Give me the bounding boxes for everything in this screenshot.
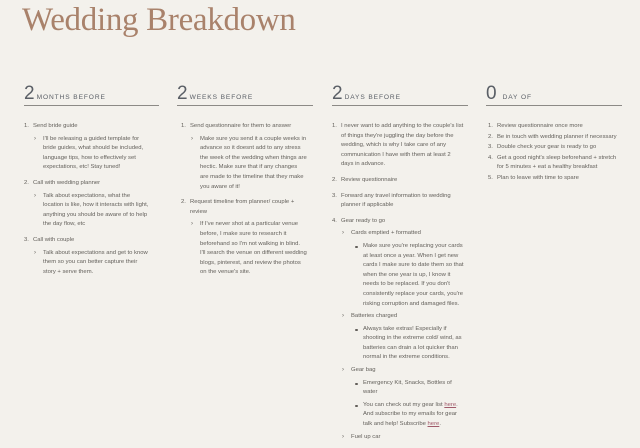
heading-number: 0 (486, 83, 497, 104)
arrow-icon: › (191, 221, 193, 228)
column-heading (24, 84, 159, 104)
bullet-item (351, 401, 464, 430)
item-number: 2. (181, 199, 186, 206)
item-text: Send bride guide (33, 123, 78, 129)
bullet-text: Make sure you're replacing your cards at least once a year. When I get new cards I make sure to date them so that when the one year is up, I know it needs to be replaced. If you don't consistently replace your cards, you're risking corruption and damaged files. (363, 242, 464, 307)
sub-item (190, 135, 307, 193)
heading-label: DAYS BEFORE (344, 94, 401, 101)
item-text: Gear ready to go (341, 217, 386, 224)
heading-number: 2 (332, 83, 343, 104)
sub-item (341, 229, 464, 309)
item-text: Get a good night's sleep beforehand + stretch for 5 minutes + eat a healthy breakfast (497, 154, 617, 171)
column-weeks-before (177, 84, 313, 284)
bullet-dot (355, 383, 358, 386)
item-text: Forward any travel information to wedding planner if applicable (341, 192, 451, 209)
item-number: 5. (488, 174, 493, 181)
bullet-dot (355, 246, 358, 249)
page-title: Wedding Breakdown (22, 2, 296, 38)
item-text: Be in touch with wedding planner if necessary (497, 133, 617, 140)
sub-item-text: Batteries charged (351, 313, 398, 320)
arrow-icon: › (342, 313, 344, 320)
item-text: Review questionnaire once more (497, 123, 583, 129)
arrow-icon: › (34, 249, 36, 256)
item-text: Plan to leave with time to spare (497, 174, 579, 181)
column-months-before (24, 84, 159, 283)
bullet-item (351, 242, 464, 309)
column-heading (177, 84, 313, 104)
item-text: Double check your gear is ready to go (497, 144, 597, 151)
item-text: Review questionnaire (341, 176, 398, 183)
arrow-icon: › (342, 230, 344, 237)
bullet-text: Emergency Kit, Snacks, Bottles of water (363, 379, 452, 396)
item-text: I never want to add anything to the couple's list of things they're juggling the day before the wedding, which is why I take care of any communication I have with them at least 2 days in advance. (341, 123, 464, 168)
sub-item-text: If I've never shot at a particular venue before, I make sure to research it beforehand so I'm not walking in blind. I'll search the venue on different wedding blogs, pinterest, and review the photos on the venue's site. (200, 221, 307, 276)
sub-item-text: Gear bag (351, 367, 376, 374)
column-days-before (332, 84, 468, 448)
arrow-icon: › (342, 433, 344, 440)
bullet-dot (355, 329, 358, 332)
item-number: 4. (332, 217, 337, 224)
heading-rule (486, 105, 622, 106)
sub-item-text: Fuel up car (351, 433, 381, 440)
heading-label: DAY OF (502, 94, 532, 101)
sub-item-text: Talk about expectations and get to know them so you can better capture their story + serve them. (43, 249, 148, 275)
item-number: 3. (488, 144, 493, 151)
arrow-icon: › (191, 135, 193, 142)
list-item (488, 154, 620, 173)
list-item (332, 192, 464, 211)
sub-item-text: Make sure you send it a couple weeks in advance so it doesnt add to any stress the week of the wedding when things are hectic. Make sure that if any changes are made to the timeline that they make you aware of it! (200, 135, 307, 190)
item-text: Request timeline from planner/ couple + review (190, 199, 295, 215)
heading-rule (177, 105, 313, 106)
list-item (24, 122, 151, 173)
item-text: Send questionnaire for them to answer (190, 123, 292, 129)
sub-item-text: Cards emptied + formatted (351, 230, 421, 237)
bullet-dot (355, 405, 358, 408)
heading-number: 2 (24, 83, 35, 104)
item-number: 1. (488, 123, 493, 129)
sub-item (341, 312, 464, 363)
arrow-icon: › (342, 367, 344, 374)
list-item (488, 133, 620, 143)
list-item (488, 122, 620, 132)
heading-number: 2 (177, 83, 188, 104)
item-number: 2. (332, 176, 337, 183)
list-item (24, 179, 151, 230)
bullet-item (351, 325, 464, 363)
sub-item-text: I'll be releasing a guided template for bride guides, what should be included, language tips, how to effectively set expectations, etc! Stay tuned! (43, 135, 144, 171)
bullet-text: Always take extras! Especially if shooting in the extreme cold/ wind, as batteries can drain a lot quicker than normal in the extreme conditions. (363, 325, 462, 361)
bullet-item (351, 379, 464, 398)
list-item (332, 176, 464, 186)
heading-rule (24, 105, 159, 106)
sub-item (190, 220, 307, 278)
item-number: 3. (332, 192, 337, 199)
bullet-text: . And subscribe to my emails for gear talk and help! Subscribe (363, 401, 458, 428)
list-item (181, 122, 307, 192)
item-number: 3. (24, 236, 29, 243)
item-number: 2. (24, 179, 29, 186)
sub-item (33, 192, 151, 230)
item-number: 1. (181, 123, 186, 129)
item-text: Call with wedding planner (33, 179, 101, 186)
list-item (24, 236, 151, 277)
list-item (332, 122, 464, 170)
arrow-icon: › (34, 192, 36, 199)
sub-item (341, 433, 464, 443)
bullet-text: . (439, 421, 441, 428)
sub-item (33, 135, 151, 173)
heading-label: MONTHS BEFORE (36, 94, 106, 101)
item-number: 1. (24, 123, 29, 129)
item-number: 1. (332, 123, 337, 129)
list-item (181, 198, 307, 278)
list-item (488, 174, 620, 184)
sub-item (341, 366, 464, 430)
bullet-text: You can check out my gear list (363, 401, 445, 408)
list-item (332, 217, 464, 442)
item-number: 4. (488, 154, 493, 161)
item-number: 2. (488, 133, 493, 140)
list-item (488, 143, 620, 153)
gear-list-link[interactable]: here (444, 401, 457, 408)
subscribe-link[interactable]: here (427, 421, 440, 428)
item-text: Call with couple (33, 236, 75, 243)
sub-item-text: Talk about expectations, what the location is like, how it interacts with light, anything you should be aware of to help the day flow, etc (43, 192, 149, 228)
column-heading (486, 84, 622, 104)
column-heading (332, 84, 468, 104)
heading-label: WEEKS BEFORE (189, 94, 254, 101)
sub-item (33, 249, 151, 278)
heading-rule (332, 105, 468, 106)
arrow-icon: › (34, 135, 36, 142)
column-day-of (486, 84, 622, 190)
